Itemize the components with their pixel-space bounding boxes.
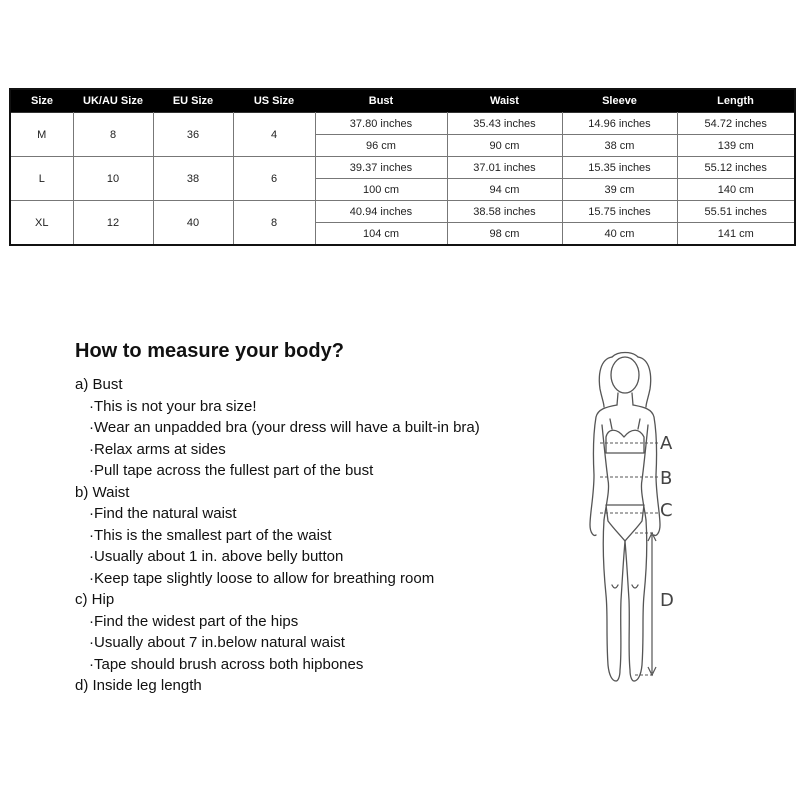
header-eu-size: EU Size: [153, 89, 233, 113]
length-cm-cell: 140 cm: [677, 179, 795, 201]
guide-tip: ·Relax arms at sides: [89, 440, 226, 458]
sleeve-cm-cell: 40 cm: [562, 223, 677, 246]
guide-tip: ·Tape should brush across both hipbones: [89, 655, 364, 673]
size-cell: XL: [10, 201, 73, 246]
bust-cm-cell: 100 cm: [315, 179, 447, 201]
guide-section-heading: d) Inside leg length: [75, 677, 202, 694]
uk-size-cell: 12: [73, 201, 153, 246]
length-cm-cell: 141 cm: [677, 223, 795, 246]
waist-cm-cell: 98 cm: [447, 223, 562, 246]
guide-section-heading: b) Waist: [75, 483, 130, 501]
sleeve-cm-cell: 38 cm: [562, 135, 677, 157]
body-measurement-figure: [560, 345, 690, 700]
bust-inches-cell: 39.37 inches: [315, 157, 447, 179]
length-inches-cell: 55.12 inches: [677, 157, 795, 179]
guide-tip: ·This is not your bra size!: [89, 397, 257, 415]
header-us-size: US Size: [233, 89, 315, 113]
waist-cm-cell: 90 cm: [447, 135, 562, 157]
header-sleeve: Sleeve: [562, 89, 677, 113]
uk-size-cell: 8: [73, 113, 153, 157]
sleeve-cm-cell: 39 cm: [562, 179, 677, 201]
measure-guide-list: [75, 374, 480, 697]
label-a: A: [660, 433, 673, 454]
table-row: [10, 157, 795, 179]
guide-tip: ·Pull tape across the fullest part of the bust: [89, 462, 374, 479]
size-cell: M: [10, 113, 73, 157]
bust-inches-cell: 37.80 inches: [315, 113, 447, 135]
waist-inches-cell: 38.58 inches: [447, 201, 562, 223]
header-length: Length: [677, 89, 795, 113]
sleeve-inches-cell: 15.35 inches: [562, 157, 677, 179]
guide-tip: ·This is the smallest part of the waist: [89, 526, 332, 544]
waist-inches-cell: 35.43 inches: [447, 113, 562, 135]
waist-cm-cell: 94 cm: [447, 179, 562, 201]
label-b: B: [660, 468, 673, 489]
guide-tip: ·Keep tape slightly loose to allow for breathing room: [89, 569, 435, 587]
us-size-cell: 6: [233, 157, 315, 201]
guide-tip: ·Find the widest part of the hips: [89, 612, 299, 630]
uk-size-cell: 10: [73, 157, 153, 201]
length-cm-cell: 139 cm: [677, 135, 795, 157]
label-d: D: [660, 590, 674, 611]
us-size-cell: 4: [233, 113, 315, 157]
size-table-header-row: [10, 89, 795, 113]
table-row: [10, 201, 795, 223]
bust-inches-cell: 40.94 inches: [315, 201, 447, 223]
header-uk-au-size: UK/AU Size: [73, 89, 153, 113]
size-cell: L: [10, 157, 73, 201]
guide-tip: ·Wear an unpadded bra (your dress will have a built-in bra): [89, 419, 480, 436]
guide-section-heading: c) Hip: [75, 591, 115, 608]
sleeve-inches-cell: 15.75 inches: [562, 201, 677, 223]
guide-tip: ·Usually about 7 in.below natural waist: [89, 634, 345, 651]
bust-cm-cell: 96 cm: [315, 135, 447, 157]
waist-inches-cell: 37.01 inches: [447, 157, 562, 179]
sleeve-inches-cell: 14.96 inches: [562, 113, 677, 135]
eu-size-cell: 38: [153, 157, 233, 201]
bust-cm-cell: 104 cm: [315, 223, 447, 246]
label-c: C: [660, 500, 673, 521]
measure-guide-title: How to measure your body?: [75, 340, 344, 362]
length-inches-cell: 54.72 inches: [677, 113, 795, 135]
header-size: Size: [10, 89, 73, 113]
table-row: [10, 113, 795, 135]
eu-size-cell: 40: [153, 201, 233, 246]
header-waist: Waist: [447, 89, 562, 113]
guide-tip: ·Find the natural waist: [89, 505, 237, 522]
header-bust: Bust: [315, 89, 447, 113]
guide-section-heading: a) Bust: [75, 376, 123, 393]
guide-tip: ·Usually about 1 in. above belly button: [89, 548, 344, 565]
length-inches-cell: 55.51 inches: [677, 201, 795, 223]
body-outline-illustration: [560, 345, 690, 700]
us-size-cell: 8: [233, 201, 315, 246]
eu-size-cell: 36: [153, 113, 233, 157]
size-chart-table: [9, 88, 796, 246]
